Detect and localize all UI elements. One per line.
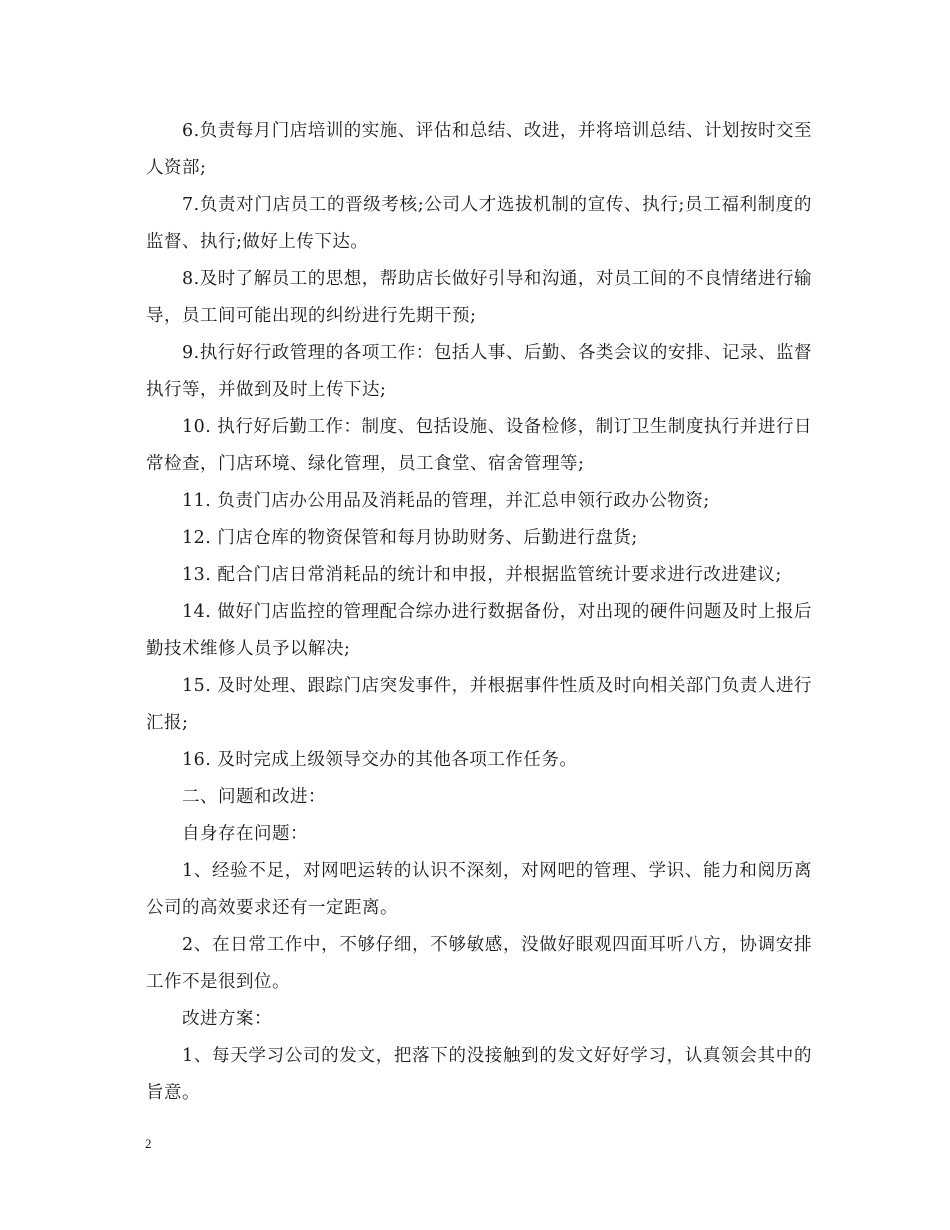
paragraph-item-13: 13. 配合门店日常消耗品的统计和申报，并根据监管统计要求进行改进建议; — [182, 565, 782, 585]
paragraph-item-15: 15. 及时处理、跟踪门店突发事件，并根据事件性质及时向相关部门负责人进行汇报; — [146, 676, 812, 733]
document-body — [146, 113, 812, 1112]
paragraph-item-9: 9.执行好行政管理的各项工作：包括人事、后勤、各类会议的安排、记录、监督执行等，并做到及时上传下达; — [146, 343, 812, 400]
paragraph-item-6: 6.负责每月门店培训的实施、评估和总结、改进，并将培训总结、计划按时交至人资部; — [146, 121, 812, 178]
paragraph-item-8: 8.及时了解员工的思想，帮助店长做好引导和沟通，对员工间的不良情绪进行输导，员工间可能出现的纠纷进行先期干预; — [146, 269, 812, 326]
paragraph-item-14: 14. 做好门店监控的管理配合综办进行数据备份，对出现的硬件问题及时上报后勤技术维修人员予以解决; — [146, 602, 812, 659]
subheading-own-problems: 自身存在问题： — [182, 824, 308, 844]
paragraph-item-16: 16. 及时完成上级领导交办的其他各项工作任务。 — [182, 750, 578, 770]
problem-item-2: 2、在日常工作中，不够仔细，不够敏感，没做好眼观四面耳听八方，协调安排工作不是很到位。 — [146, 935, 812, 992]
problem-item-1: 1、经验不足，对网吧运转的认识不深刻，对网吧的管理、学识、能力和阅历离公司的高效要求还有一定距离。 — [146, 861, 812, 918]
improvement-item-1: 1、每天学习公司的发文，把落下的没接触到的发文好好学习，认真领会其中的旨意。 — [146, 1046, 812, 1103]
paragraph-item-12: 12. 门店仓库的物资保管和每月协助财务、后勤进行盘货; — [182, 528, 638, 548]
page-number: 2 — [145, 1136, 152, 1151]
subheading-improvement-plan: 改进方案： — [182, 1009, 272, 1029]
paragraph-item-10: 10. 执行好后勤工作：制度、包括设施、设备检修，制订卫生制度执行并进行日常检查，门店环境、绿化管理，员工食堂、宿舍管理等; — [146, 417, 812, 474]
section-heading-problems: 二、问题和改进： — [182, 787, 326, 807]
paragraph-item-7: 7.负责对门店员工的晋级考核;公司人才选拔机制的宣传、执行;员工福利制度的监督、执行;做好上传下达。 — [146, 195, 812, 252]
paragraph-item-11: 11. 负责门店办公用品及消耗品的管理，并汇总申领行政办公物资; — [182, 491, 710, 511]
